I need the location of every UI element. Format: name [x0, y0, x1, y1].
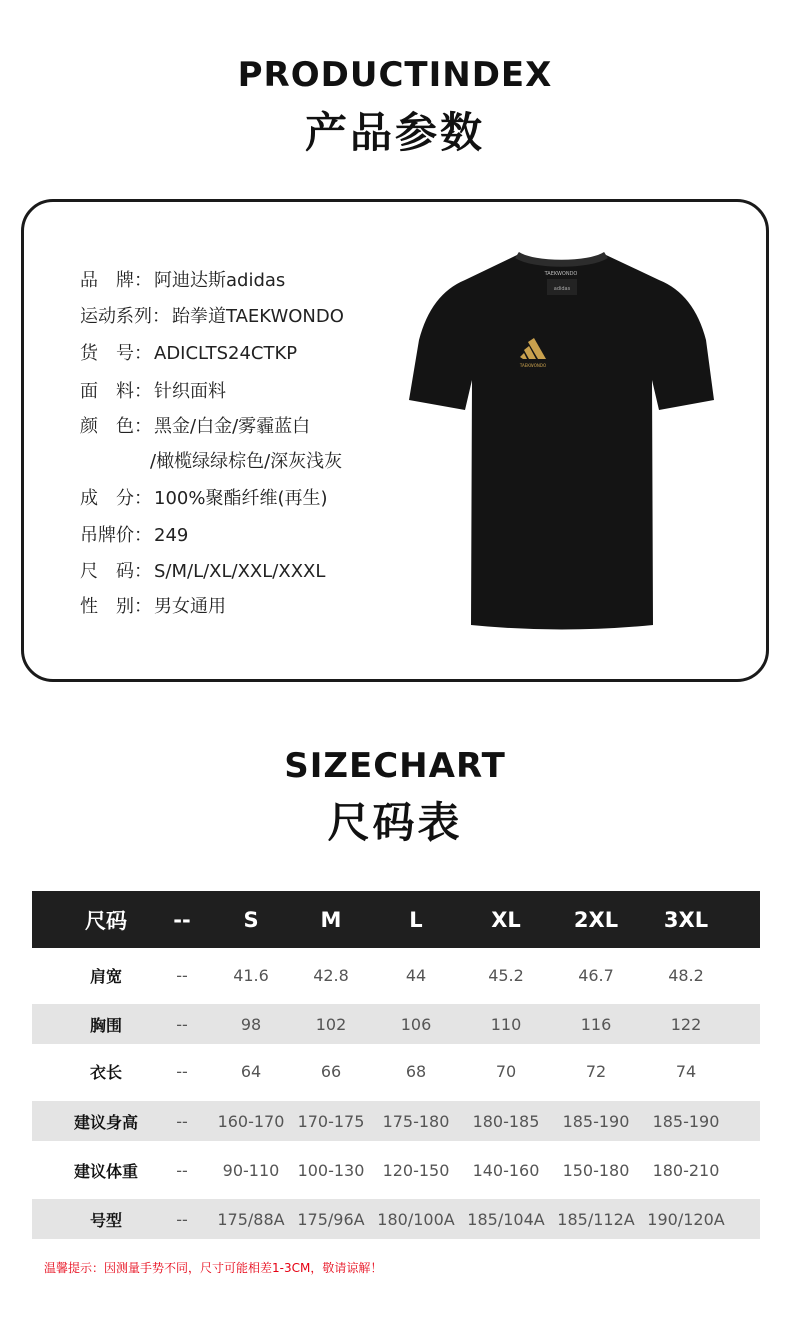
table-cell: 44 — [405, 965, 427, 985]
table-cell: 180-210 — [652, 1160, 720, 1180]
table-header-cell: S — [243, 907, 259, 932]
spec-label: 尺 码： — [80, 561, 152, 582]
table-cell: -- — [176, 1061, 188, 1081]
spec-row-gender — [80, 595, 226, 619]
table-cell: 170-175 — [297, 1111, 365, 1131]
table-cell: -- — [176, 965, 188, 985]
spec-label: 吊牌价： — [80, 525, 152, 546]
table-cell: 175/96A — [297, 1209, 365, 1229]
table-cell: 150-180 — [562, 1160, 630, 1180]
table-cell: 120-150 — [382, 1160, 450, 1180]
table-cell: 72 — [585, 1061, 607, 1081]
spec-value: 100%聚酯纤维(再生) — [154, 488, 328, 509]
spec-color-continuation: /橄榄绿绿棕色/深灰浅灰 — [150, 451, 343, 472]
spec-row-fabric — [80, 380, 226, 404]
spec-row-price — [80, 524, 188, 548]
table-cell: 116 — [580, 1014, 612, 1034]
row-label: 肩宽 — [89, 966, 122, 986]
table-cell: 90-110 — [222, 1160, 280, 1180]
table-cell: -- — [176, 1111, 188, 1131]
table-cell: 175/88A — [217, 1209, 285, 1229]
spec-value: 男女通用 — [154, 596, 226, 617]
table-cell: 180/100A — [377, 1209, 455, 1229]
spec-row-sku — [80, 342, 297, 366]
logo-text: TAEKWONDO — [519, 363, 547, 368]
spec-row-size — [80, 560, 325, 584]
spec-value: 跆拳道TAEKWONDO — [172, 306, 344, 327]
row-label: 建议身高 — [73, 1112, 138, 1132]
table-cell: 175-180 — [382, 1111, 450, 1131]
row-label: 号型 — [89, 1210, 122, 1230]
neck-tag-text: adidas — [553, 286, 571, 292]
row-label: 衣长 — [89, 1062, 122, 1082]
row-label: 胸围 — [89, 1015, 122, 1035]
spec-value: 针织面料 — [154, 381, 226, 402]
table-row — [32, 955, 760, 995]
spec-label: 运动系列： — [80, 306, 170, 327]
table-row — [32, 1101, 760, 1141]
table-header-cell: 3XL — [663, 907, 709, 932]
table-cell: -- — [176, 1209, 188, 1229]
table-header-cell: M — [320, 907, 342, 932]
spec-label: 货 号： — [80, 343, 152, 364]
table-cell: 180-185 — [472, 1111, 540, 1131]
spec-label: 面 料： — [80, 381, 152, 402]
table-cell: 68 — [405, 1061, 427, 1081]
table-header-row — [32, 891, 760, 948]
table-header-cell: L — [409, 907, 423, 932]
spec-value: S/M/L/XL/XXL/XXXL — [154, 561, 326, 582]
table-row — [32, 1004, 760, 1044]
table-row — [32, 1150, 760, 1190]
spec-row-color — [80, 415, 310, 439]
product-index-title-en: PRODUCTINDEX — [237, 55, 553, 95]
spec-row-composition — [80, 487, 328, 511]
product-index-title-cn: 产品参数 — [304, 108, 485, 157]
spec-label: 品 牌： — [80, 270, 152, 291]
table-cell: 185-190 — [652, 1111, 720, 1131]
measurement-note: 温馨提示：因测量手势不同，尺寸可能相差1-3CM，敬请谅解！ — [44, 1261, 383, 1275]
table-header-cell: 2XL — [573, 907, 619, 932]
table-cell: 98 — [240, 1014, 262, 1034]
table-cell: 102 — [315, 1014, 347, 1034]
row-label: 建议体重 — [73, 1161, 138, 1181]
table-cell: 185-190 — [562, 1111, 630, 1131]
table-cell: -- — [176, 1014, 188, 1034]
table-cell: 160-170 — [217, 1111, 285, 1131]
table-cell: 140-160 — [472, 1160, 540, 1180]
collar-text: TAEKWONDO — [544, 271, 578, 277]
table-cell: 64 — [240, 1061, 262, 1081]
product-spec-card — [21, 199, 769, 682]
table-cell: -- — [176, 1160, 188, 1180]
spec-label: 成 分： — [80, 488, 152, 509]
size-chart-title-cn: 尺码表 — [327, 798, 463, 847]
table-header-cell: -- — [173, 907, 191, 932]
table-cell: 100-130 — [297, 1160, 365, 1180]
table-cell: 45.2 — [488, 965, 524, 985]
spec-value: ADICLTS24CTKP — [154, 343, 298, 364]
spec-row-series — [80, 305, 344, 329]
table-cell: 48.2 — [668, 965, 704, 985]
table-cell: 106 — [400, 1014, 432, 1034]
table-cell: 66 — [320, 1061, 342, 1081]
table-row — [32, 1199, 760, 1239]
spec-label: 颜 色： — [80, 416, 152, 437]
table-cell: 70 — [495, 1061, 517, 1081]
table-header-cell: XL — [491, 907, 521, 932]
table-cell: 122 — [670, 1014, 702, 1034]
table-cell: 42.8 — [313, 965, 349, 985]
table-cell: 185/104A — [467, 1209, 545, 1229]
tshirt-icon — [409, 252, 714, 637]
table-cell: 185/112A — [557, 1209, 635, 1229]
table-cell: 110 — [490, 1014, 522, 1034]
table-row — [32, 1051, 760, 1091]
spec-value: 249 — [154, 525, 189, 546]
table-header-cell: 尺码 — [85, 908, 127, 933]
table-cell: 190/120A — [647, 1209, 725, 1229]
spec-value: 黑金/白金/雾霾蓝白 — [154, 416, 311, 437]
table-cell: 41.6 — [233, 965, 269, 985]
spec-label: 性 别： — [80, 596, 152, 617]
table-cell: 74 — [675, 1061, 697, 1081]
spec-row-brand — [80, 269, 285, 293]
table-cell: 46.7 — [578, 965, 614, 985]
spec-value: 阿迪达斯adidas — [154, 270, 286, 291]
size-chart-title-en: SIZECHART — [284, 746, 506, 786]
